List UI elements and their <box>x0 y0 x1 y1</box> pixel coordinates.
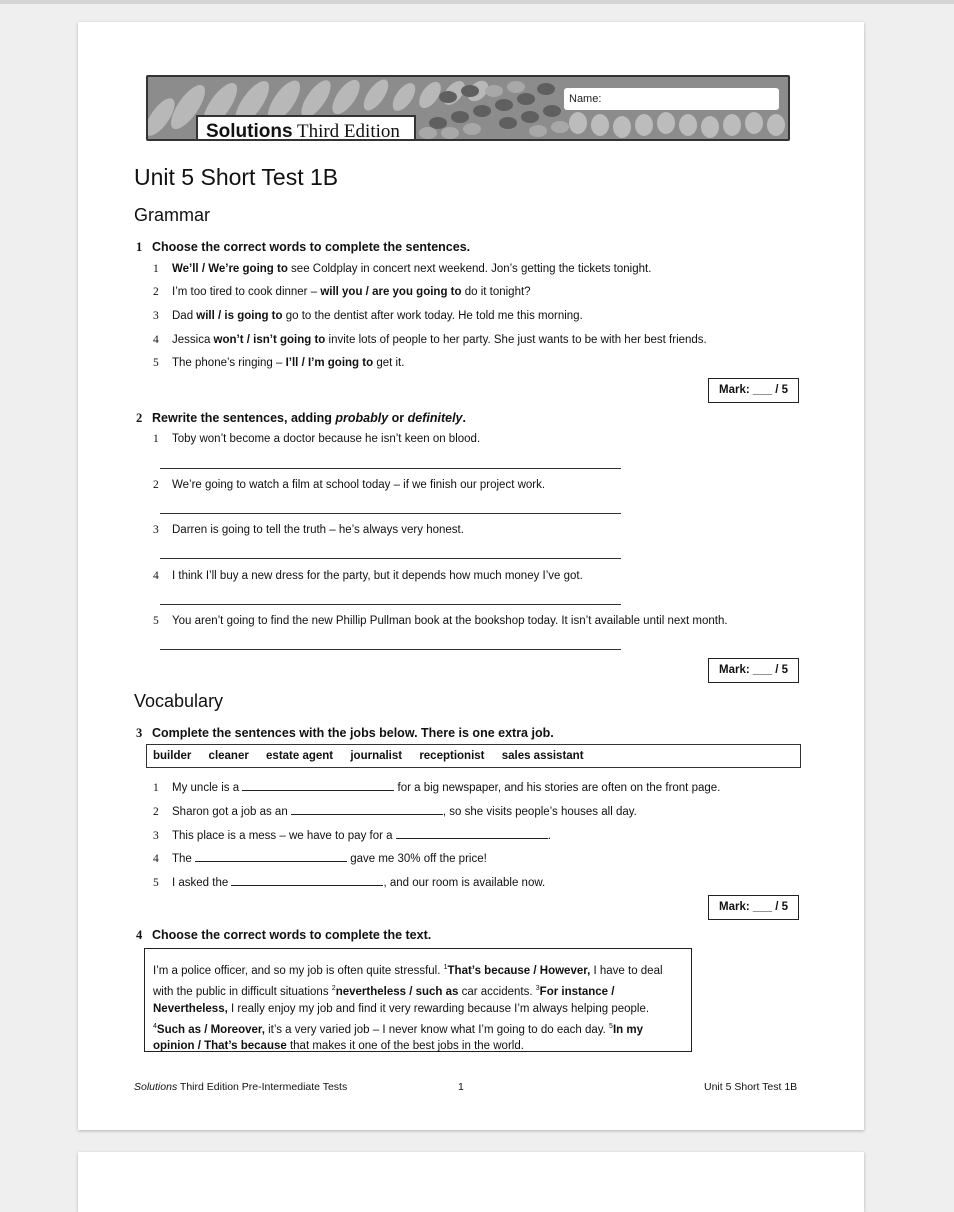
choice-1[interactable]: That’s because / However, <box>447 964 591 977</box>
answer-blank[interactable] <box>291 803 443 815</box>
exercise-4-instruction: 4 Choose the correct words to complete the text. <box>136 928 432 942</box>
ex1-item-2: 2 I’m too tired to cook dinner – will you / are you going to do it tonight? <box>153 286 531 298</box>
ex3-item-2: 2 Sharon got a job as an , so she visits people’s houses all day. <box>153 803 637 818</box>
section-heading-vocabulary: Vocabulary <box>134 691 224 711</box>
answer-blank[interactable] <box>231 874 383 886</box>
document-page <box>78 22 864 1130</box>
footer-page-number: 1 <box>458 1081 464 1093</box>
ex2-item-1: 1 Toby won’t become a doctor because he isn’t keen on blood. <box>153 433 481 445</box>
name-field[interactable] <box>564 88 779 110</box>
exercise-1-instruction: 1 Choose the correct words to complete the sentences. <box>136 240 471 254</box>
ex2-answer-line-1[interactable] <box>160 468 621 469</box>
ex2-item-3: 3 Darren is going to tell the truth – he’s always very honest. <box>153 524 464 536</box>
ex3-item-5: 5 I asked the , and our room is available now. <box>153 874 545 889</box>
name-label: Name: <box>569 93 602 105</box>
ex4-text-box: I’m a police officer, and so my job is often quite stressful. $^1$That’s because / However, I have to deal with the public in difficult situations $^2$nevertheless / such as car accidents. $^3$For instance / Nevertheless, I really enjoy my job and find it very rewarding because I’m always helping people. $^4$Such as / Moreover, it’s a very varied job – I never know what I’m going to do each day. $^5$In my opinion / That’s because that makes it one of the best jobs in the world. <box>144 948 692 1052</box>
ex1-item-1: 1 We’ll / We’re going to see Coldplay in concert next weekend. Jon’s getting the tickets tonight. <box>153 263 652 275</box>
footer-right: Unit 5 Short Test 1B <box>704 1081 798 1093</box>
choice-5[interactable]: In my opinion / That’s because <box>153 1023 643 1053</box>
brand-logo: Solutions Third Edition <box>206 121 400 141</box>
ex2-answer-line-3[interactable] <box>160 558 621 559</box>
header-banner <box>146 75 790 141</box>
word-bank-item: builder <box>153 750 192 762</box>
answer-blank[interactable] <box>396 827 548 839</box>
page-title: Unit 5 Short Test 1B <box>134 164 339 190</box>
answer-blank[interactable] <box>242 779 394 791</box>
ex1-mark-box[interactable]: Mark: ___ / 5 <box>708 378 799 403</box>
ex2-mark-box[interactable]: Mark: ___ / 5 <box>708 658 799 683</box>
word-bank <box>146 744 801 768</box>
exercise-2-instruction: 2 Rewrite the sentences, adding probably or definitely. <box>136 411 466 425</box>
choice-3[interactable]: For instance / Nevertheless, <box>153 985 615 1015</box>
word-bank-item: receptionist <box>419 750 485 762</box>
exercise-3-instruction: 3 Complete the sentences with the jobs below. There is one extra job. <box>136 726 554 740</box>
brand-box <box>196 115 416 141</box>
word-bank-item: cleaner <box>208 750 249 762</box>
ex1-item-4: 4 Jessica won’t / isn’t going to invite lots of people to her party. She just wants to be with her best friends. <box>153 334 707 346</box>
viewer-top-bar <box>0 0 954 4</box>
ex1-item-5: 5 The phone’s ringing – I’ll / I’m going to get it. <box>153 357 405 369</box>
ex2-item-2: 2 We’re going to watch a film at school today – if we finish our project work. <box>153 479 546 491</box>
choice-4[interactable]: Such as / Moreover, <box>156 1023 265 1036</box>
word-bank-item: estate agent <box>266 750 334 762</box>
ex2-item-5: 5 You aren’t going to find the new Phillip Pullman book at the bookshop today. It isn’t available until next month. <box>153 615 728 627</box>
ex2-answer-line-2[interactable] <box>160 513 621 514</box>
choice-2[interactable]: nevertheless / such as <box>335 985 459 998</box>
word-bank-item: sales assistant <box>501 750 584 762</box>
ex3-mark-box[interactable]: Mark: ___ / 5 <box>708 895 799 920</box>
word-bank-item: journalist <box>350 750 403 762</box>
ex2-item-4: 4 I think I’ll buy a new dress for the party, but it depends how much money I’ve got. <box>153 570 583 582</box>
ex2-answer-line-5[interactable] <box>160 649 621 650</box>
ex3-item-1: 1 My uncle is a for a big newspaper, and his stories are often on the front page. <box>153 779 720 794</box>
section-heading-grammar: Grammar <box>134 205 210 225</box>
ex3-item-4: 4 The gave me 30% off the price! <box>153 850 487 865</box>
footer-left: Solutions Third Edition Pre-Intermediate Tests <box>134 1081 348 1093</box>
ex1-item-3: 3 Dad will / is going to go to the dentist after work today. He told me this morning. <box>153 310 583 322</box>
ex3-item-3: 3 This place is a mess – we have to pay for a . <box>153 827 551 842</box>
answer-blank[interactable] <box>195 850 347 862</box>
next-page <box>78 1152 864 1212</box>
ex2-answer-line-4[interactable] <box>160 604 621 605</box>
